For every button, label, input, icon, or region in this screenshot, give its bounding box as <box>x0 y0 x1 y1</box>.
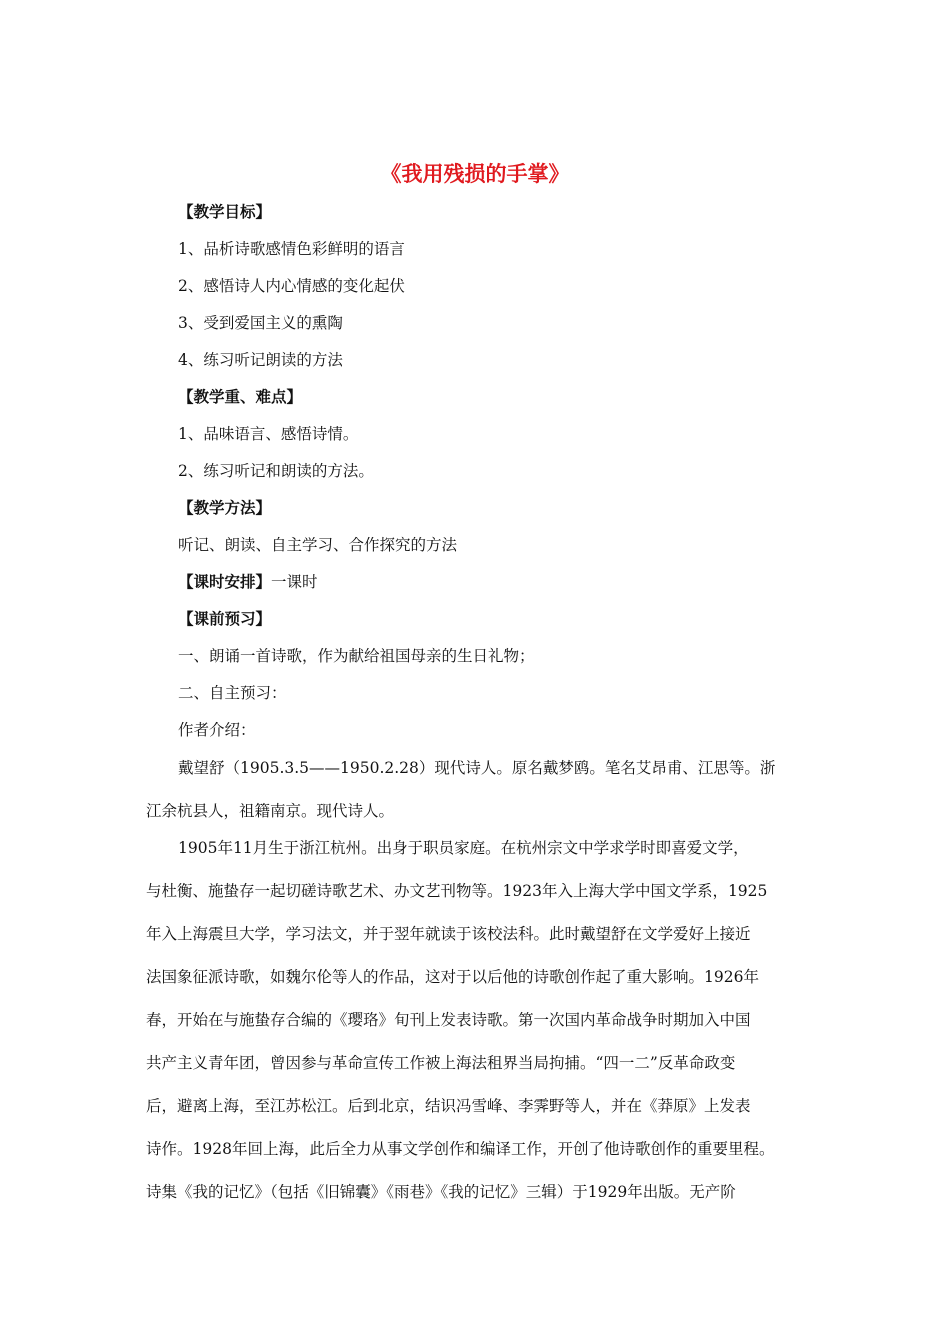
bio-paragraph-line: 诗作。1928年回上海，此后全力从事文学创作和编译工作，开创了他诗歌创作的重要里程。 <box>146 1140 775 1158</box>
key-point-item: 2、练习听记和朗读的方法。 <box>178 462 374 480</box>
objective-item: 1、品析诗歌感情色彩鲜明的语言 <box>178 240 405 258</box>
schedule-line <box>178 572 318 592</box>
section-heading-schedule: 【课时安排】 <box>178 572 272 591</box>
preview-item: 一、朗诵一首诗歌，作为献给祖国母亲的生日礼物； <box>178 647 535 665</box>
bio-paragraph-line: 共产主义青年团，曾因参与革命宣传工作被上海法租界当局拘捕。“四一二”反革命政变 <box>146 1054 736 1072</box>
section-heading-methods: 【教学方法】 <box>178 498 272 517</box>
section-heading-key-points: 【教学重、难点】 <box>178 387 303 406</box>
document-title: 《我用残损的手掌》 <box>380 161 570 186</box>
preview-item: 二、自主预习： <box>178 684 287 702</box>
bio-paragraph-line: 后，避离上海，至江苏松江。后到北京，结识冯雪峰、李霁野等人，并在《莽原》上发表 <box>146 1097 751 1115</box>
bio-paragraph-line: 年入上海震旦大学，学习法文，并于翌年就读于该校法科。此时戴望舒在文学爱好上接近 <box>146 925 751 943</box>
objective-item: 4、练习听记朗读的方法 <box>178 351 343 369</box>
bio-intro-line: 江余杭县人，祖籍南京。现代诗人。 <box>146 802 395 820</box>
schedule-text: 一课时 <box>271 573 318 591</box>
bio-paragraph-line: 法国象征派诗歌，如魏尔伦等人的作品，这对于以后他的诗歌创作起了重大影响。1926年 <box>146 968 759 986</box>
bio-paragraph-line: 与杜衡、施蛰存一起切磋诗歌艺术、办文艺刊物等。1923年入上海大学中国文学系，1925 <box>146 882 768 900</box>
objective-item: 2、感悟诗人内心情感的变化起伏 <box>178 277 405 295</box>
section-heading-objectives: 【教学目标】 <box>178 202 272 221</box>
bio-paragraph-line: 春，开始在与施蛰存合编的《璎珞》旬刊上发表诗歌。第一次国内革命战争时期加入中国 <box>146 1011 751 1029</box>
bio-paragraph-line: 1905年11月生于浙江杭州。出身于职员家庭。在杭州宗文中学求学时即喜爱文学， <box>178 839 749 857</box>
objective-item: 3、受到爱国主义的熏陶 <box>178 314 343 332</box>
section-heading-preview: 【课前预习】 <box>178 609 272 628</box>
bio-paragraph-line: 诗集《我的记忆》（包括《旧锦囊》《雨巷》《我的记忆》三辑）于1929年出版。无产阶 <box>146 1183 736 1201</box>
preview-item: 作者介绍： <box>178 721 256 739</box>
methods-text: 听记、朗读、自主学习、合作探究的方法 <box>178 536 458 554</box>
bio-intro-line: 戴望舒（1905.3.5——1950.2.28）现代诗人。原名戴梦鸥。笔名艾昂甫、江思等。浙 <box>178 759 776 777</box>
key-point-item: 1、品味语言、感悟诗情。 <box>178 425 359 443</box>
